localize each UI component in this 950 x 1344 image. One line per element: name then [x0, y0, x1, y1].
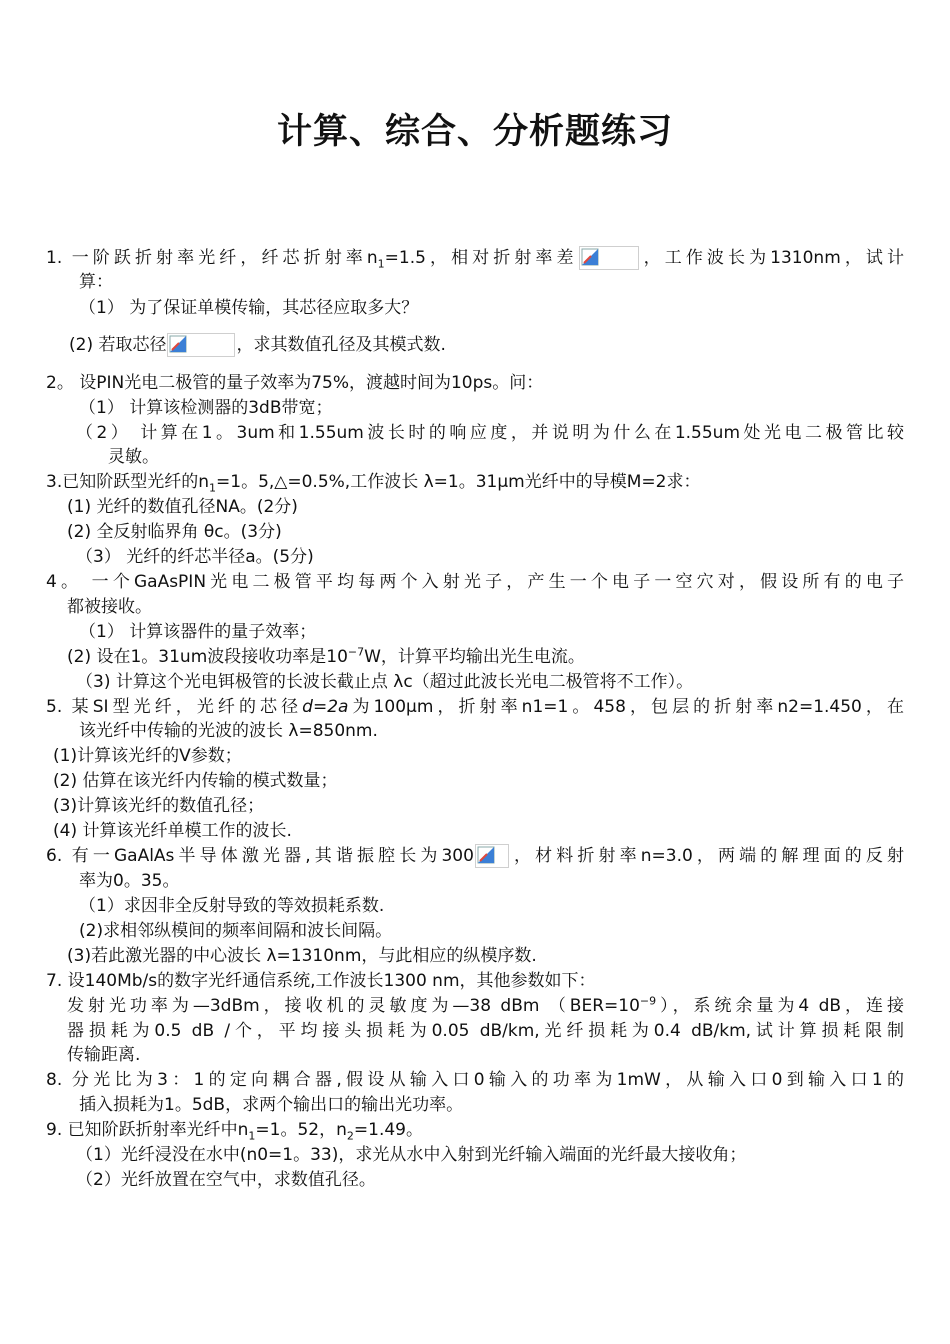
q4-part-2-a: (2) 设在1。31um波段接收功率是10: [67, 647, 348, 667]
q1-part-2: [69, 333, 446, 357]
q6-line-2: 率为0。35。: [79, 871, 180, 891]
q4-part-3: （3) 计算这个光电铒极管的长波长截止点 λc（超过此波长光电二极管将不工作）。: [76, 672, 694, 692]
q5-text-a2: 为100μm，折射率n1=1。458，包层的折射率n2=1.450，在: [348, 697, 904, 717]
q5-text-a1: 5. 某SI型光纤，光纤的芯径: [46, 697, 303, 717]
q7-line-3: 器损耗为0.5 dB /个，平均接头损耗为0.05 dB/km,光纤损耗为0.4 dB/km,试计算损耗限制: [67, 1021, 904, 1041]
q6-text-a2: ，材料折射率n=3.0，两端的解理面的反射: [509, 846, 904, 866]
q9-n1-sub: 1: [248, 1129, 256, 1143]
q6-part-1: （1）求因非全反射导致的等效损耗系数.: [79, 896, 385, 916]
q6-line-1: [46, 844, 904, 868]
q3-part-3: （3） 光纤的纤芯半径a。(5分): [76, 547, 314, 567]
q1-text-c: ，工作波长为1310nm，试计: [639, 248, 904, 268]
q9-n2: n: [336, 1120, 347, 1140]
broken-image-icon: [579, 246, 639, 270]
q3-text-a1: 3.已知阶跃型光纤的: [46, 472, 199, 492]
q4-line-1: 4。 一个GaAsPIN光电二极管平均每两个入射光子，产生一个电子一空穴对，假设所有的电子: [46, 572, 904, 592]
q1-text-b: =1.5，相对折射率差: [384, 248, 578, 268]
q7-line-2: [67, 994, 904, 1018]
q6-text-a1: 6. 有一GaAlAs半导体激光器,其谐振腔长为300: [46, 846, 474, 866]
q9-n1: n: [237, 1120, 249, 1140]
q1-part-2-a: (2) 若取芯径: [69, 335, 167, 355]
q9-part-1: （1）光纤浸没在水中(n0=1。33)，求光从水中入射到光纤输入端面的光纤最大接收角；: [76, 1145, 747, 1165]
q5-part-4: (4) 计算该光纤单模工作的波长.: [53, 821, 292, 841]
q2-part-1: （1） 计算该检测器的3dB带宽；: [79, 398, 333, 418]
q1-text-a: 1. 一阶跃折射率光纤，纤芯折射率: [46, 248, 367, 268]
q3-line-1: [46, 470, 700, 494]
q1-part-1: （1） 为了保证单模传输，其芯径应取多大？: [79, 298, 419, 318]
q7-text-b1: 发射光功率为—3dBm，接收机的灵敏度为—38 dBm （BER=10: [67, 996, 640, 1016]
page-title: 计算、综合、分析题练习: [276, 112, 673, 152]
q2-part-2: （2） 计算在1。3um和1.55um波长时的响应度，并说明为什么在1.55um处光电二极管比较: [76, 423, 904, 443]
broken-image-icon: [475, 844, 509, 868]
q4-part-2: [67, 645, 585, 669]
q7-line-1: 7. 设140Mb/s的数字光纤通信系统,工作波长1300 nm，其他参数如下：: [46, 971, 596, 991]
q4-part-2-b: W，计算平均输出光生电流。: [364, 647, 585, 667]
q1-part-2-b: ，求其数值孔径及其模式数.: [236, 335, 446, 355]
q3-part-2: (2) 全反射临界角 θc。(3分): [67, 522, 282, 542]
q4-part-1: （1） 计算该器件的量子效率；: [79, 622, 317, 642]
q3-n: n: [198, 472, 210, 492]
q5-diameter: d=2a: [302, 697, 349, 717]
q7-line-4: 传输距离.: [67, 1045, 141, 1065]
q9-n2-sub: 2: [346, 1129, 354, 1143]
q5-part-1: (1)计算该光纤的V参数；: [53, 746, 242, 766]
q2-line-1: 2。 设PIN光电二极管的量子效率为75%，渡越时间为10ps。问：: [46, 373, 544, 393]
q9-part-2: （2）光纤放置在空气中，求数值孔径。: [76, 1170, 376, 1190]
q5-line-1: [46, 695, 904, 719]
q1-line-2: 算：: [79, 272, 113, 292]
q2-part-2-cont: 灵敏。: [108, 447, 159, 467]
q4-line-2: 都被接收。: [67, 597, 152, 617]
q9-text-a3: =1.49。: [353, 1120, 423, 1140]
q1-n1-sub: 1: [377, 257, 385, 271]
q3-n-sub: 1: [209, 481, 217, 495]
q3-text-a2: =1。5,△=0.5%,工作波长 λ=1。31μm光纤中的导模M=2求：: [216, 472, 701, 492]
q1-line-1: [46, 246, 904, 270]
q7-text-b2: ），系统余量为4 dB，连接: [656, 996, 904, 1016]
broken-image-icon: [167, 333, 235, 357]
q1-n1: n: [366, 248, 378, 268]
q3-part-1: (1) 光纤的数值孔径NA。(2分): [67, 497, 298, 517]
q9-text-a2: =1。52，: [255, 1120, 337, 1140]
q5-line-2: 该光纤中传输的光波的波长 λ=850nm.: [79, 721, 378, 741]
q8-line-2: 插入损耗为1。5dB，求两个输出口的输出光功率。: [79, 1095, 464, 1115]
q5-part-2: (2) 估算在该光纤内传输的模式数量；: [53, 771, 338, 791]
q7-ber-exp: −9: [639, 994, 657, 1008]
q6-part-2: (2)求相邻纵模间的频率间隔和波长间隔。: [79, 921, 393, 941]
q5-part-3: (3)计算该光纤的数值孔径；: [53, 796, 265, 816]
q6-part-3: (3)若此激光器的中心波长 λ=1310nm，与此相应的纵模序数.: [67, 946, 537, 966]
q4-part-2-exp: −7: [347, 645, 365, 659]
q9-text-a1: 9. 已知阶跃折射率光纤中: [46, 1120, 238, 1140]
q8-line-1: 8. 分光比为3：1的定向耦合器,假设从输入口0输入的功率为1mW，从输入口0到输入口1的: [46, 1070, 904, 1090]
q9-line-1: [46, 1118, 423, 1142]
